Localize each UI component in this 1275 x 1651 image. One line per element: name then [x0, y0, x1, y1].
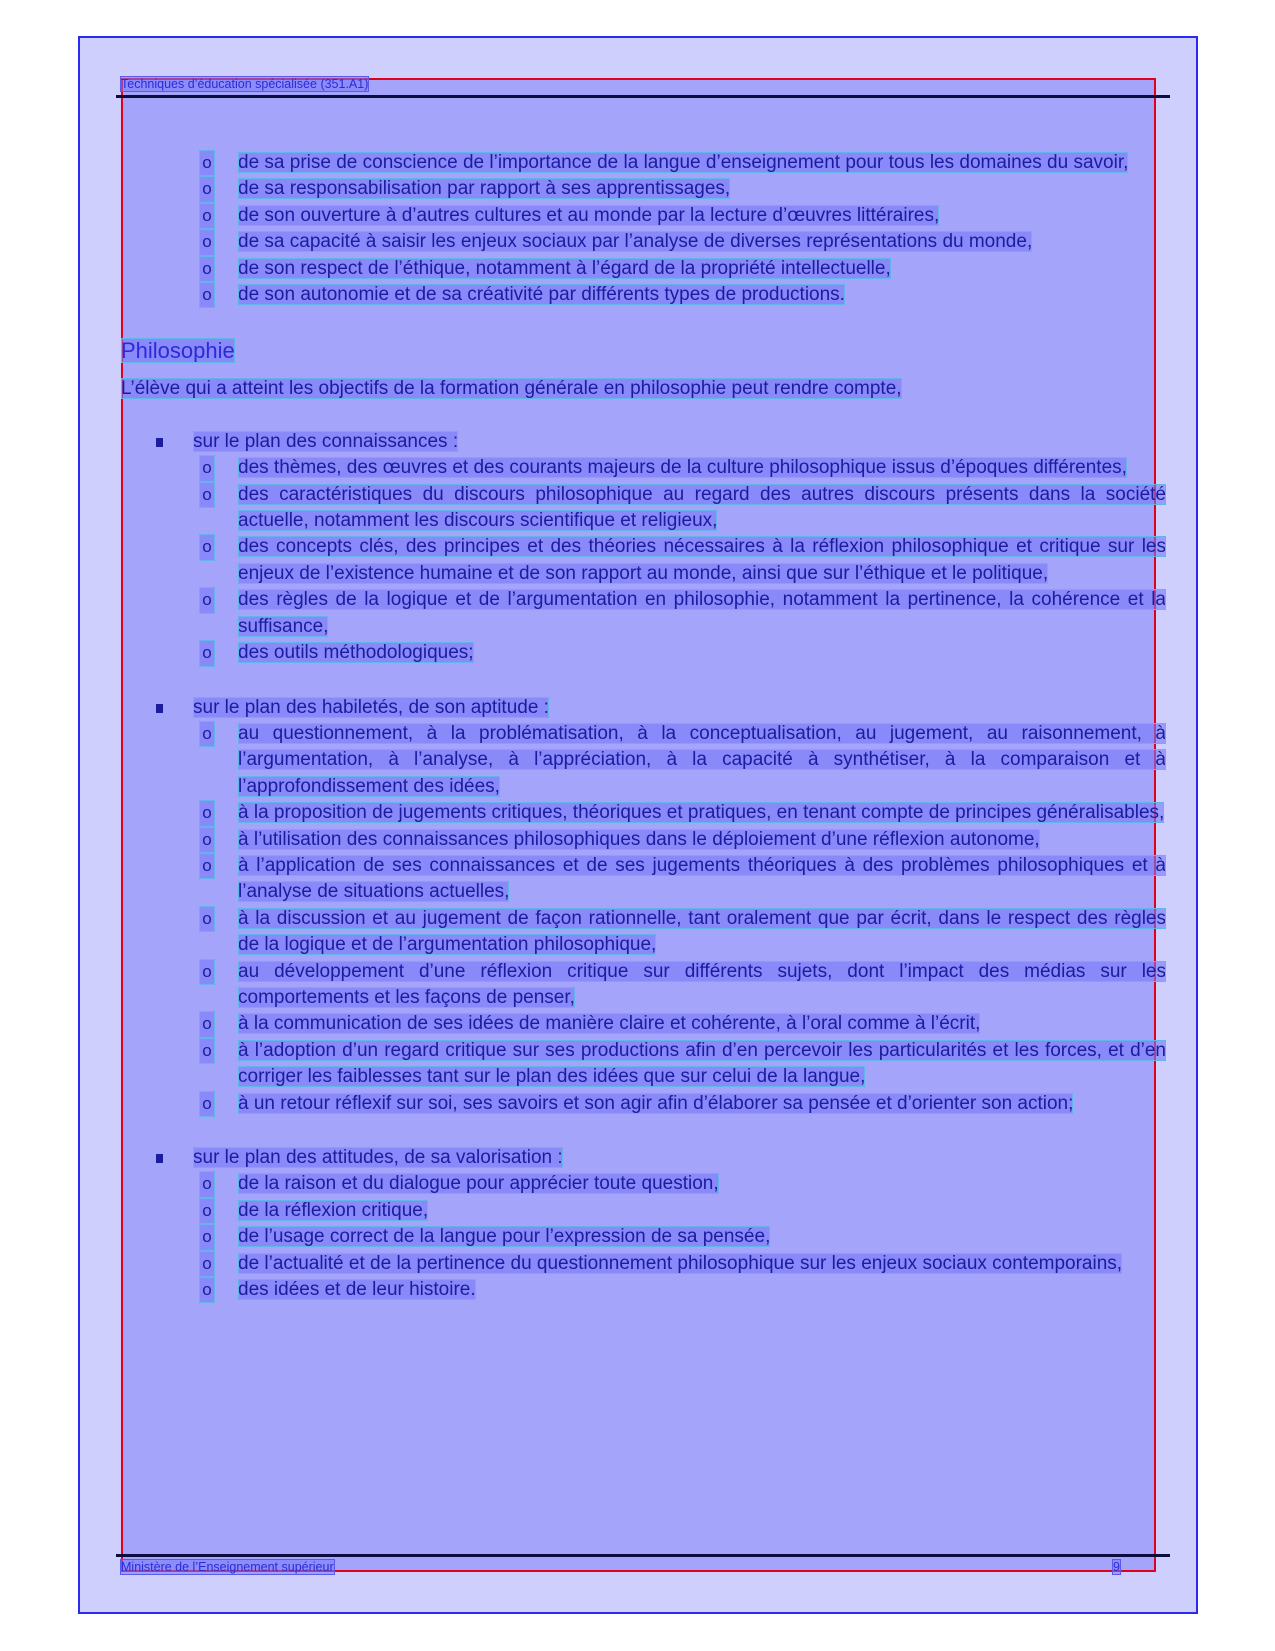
circle-bullet-icon: o: [199, 1198, 215, 1224]
circle-bullet-icon: o: [199, 176, 215, 202]
square-bullet-icon: [156, 704, 163, 713]
circle-bullet-icon: o: [199, 229, 215, 255]
page-number: 9: [1113, 1560, 1120, 1574]
circle-bullet-icon: o: [199, 455, 215, 481]
list-item: o de sa capacité à saisir les enjeux sociaux par l’analyse de diverses représentations du monde,: [121, 229, 1166, 255]
circle-bullet-icon: o: [199, 534, 215, 560]
list-item: o à l’application de ses connaissances et de ses jugements théoriques à des problèmes philosophiques et à l’analyse de situations actuelles,: [121, 853, 1166, 906]
list-item: o à un retour réflexif sur soi, ses savoirs et son agir afin d’élaborer sa pensée et d’orienter son action;: [121, 1091, 1166, 1117]
square-bullet-icon: [156, 1154, 163, 1163]
circle-bullet-icon: o: [199, 640, 215, 666]
footer-rule: [116, 1554, 1170, 1557]
page-footer: Ministère de l’Enseignement supérieur: [121, 1560, 334, 1574]
list-item: o de son ouverture à d’autres cultures et au monde par la lecture d’œuvres littéraires,: [121, 203, 1166, 229]
list-item: o des caractéristiques du discours philosophique au regard des autres discours présents dans la société actuelle, notamment les discours scientifique et religieux,: [121, 482, 1166, 535]
list-item: o des concepts clés, des principes et des théories nécessaires à la réflexion philosophique et critique sur les enjeux de l’existence humaine et de son rapport au monde, ainsi que sur l’éthique et le politique,: [121, 534, 1166, 587]
list-item: o des outils méthodologiques;: [121, 640, 1166, 666]
list-item: o à la discussion et au jugement de façon rationnelle, tant oralement que par écrit, dans le respect des règles de la logique et de l’argumentation philosophique,: [121, 906, 1166, 959]
circle-bullet-icon: o: [199, 1251, 215, 1277]
list-item: o de son autonomie et de sa créativité par différents types de productions.: [121, 282, 1166, 308]
page-header: Techniques d’éducation spécialisée (351.A1): [121, 77, 369, 91]
list-item: o de l’actualité et de la pertinence du questionnement philosophique sur les enjeux sociaux contemporains,: [121, 1251, 1166, 1277]
list-item: o à l’utilisation des connaissances philosophiques dans le déploiement d’une réflexion autonome,: [121, 827, 1166, 853]
list-item: o à la communication de ses idées de manière claire et cohérente, à l’oral comme à l’écrit,: [121, 1011, 1166, 1037]
circle-bullet-icon: o: [199, 150, 215, 176]
circle-bullet-icon: o: [199, 800, 215, 826]
list-item: o de sa responsabilisation par rapport à ses apprentissages,: [121, 176, 1166, 202]
list-item: o de l’usage correct de la langue pour l’expression de sa pensée,: [121, 1224, 1166, 1250]
circle-bullet-icon: o: [199, 721, 215, 747]
group-heading: sur le plan des attitudes, de sa valorisation :: [121, 1145, 1166, 1171]
circle-bullet-icon: o: [199, 906, 215, 932]
circle-bullet-icon: o: [199, 587, 215, 613]
document-body: [121, 150, 1166, 1303]
circle-bullet-icon: o: [199, 282, 215, 308]
list-item: o au développement d’une réflexion critique sur différents sujets, dont l’impact des médias sur les comportements et les façons de penser,: [121, 959, 1166, 1012]
circle-bullet-icon: o: [199, 827, 215, 853]
section-title: Philosophie: [121, 338, 235, 364]
list-item: o des idées et de leur histoire.: [121, 1277, 1166, 1303]
circle-bullet-icon: o: [199, 1091, 215, 1117]
list-item: o des thèmes, des œuvres et des courants majeurs de la culture philosophique issus d’époques différentes,: [121, 455, 1166, 481]
section-intro: L’élève qui a atteint les objectifs de la formation générale en philosophie peut rendre compte,: [121, 378, 902, 400]
list-item: o de son respect de l’éthique, notamment à l’égard de la propriété intellectuelle,: [121, 256, 1166, 282]
circle-bullet-icon: o: [199, 1224, 215, 1250]
group-heading: sur le plan des habiletés, de son aptitude :: [121, 695, 1166, 721]
circle-bullet-icon: o: [199, 1277, 215, 1303]
circle-bullet-icon: o: [199, 853, 215, 879]
square-bullet-icon: [156, 438, 163, 447]
circle-bullet-icon: o: [199, 959, 215, 985]
circle-bullet-icon: o: [199, 1011, 215, 1037]
list-item: o à l’adoption d’un regard critique sur ses productions afin d’en percevoir les particularités et les forces, et d’en corriger les faiblesses tant sur le plan des idées que sur celui de la langue,: [121, 1038, 1166, 1091]
circle-bullet-icon: o: [199, 1171, 215, 1197]
circle-bullet-icon: o: [199, 256, 215, 282]
list-item: o de sa prise de conscience de l’importance de la langue d’enseignement pour tous les domaines du savoir,: [121, 150, 1166, 176]
circle-bullet-icon: o: [199, 1038, 215, 1064]
circle-bullet-icon: o: [199, 203, 215, 229]
list-item: o au questionnement, à la problématisation, à la conceptualisation, au jugement, au raisonnement, à l’argumentation, à l’analyse, à l’appréciation, à la capacité à synthétiser, à la comparaison et à l’approfondissement des idées,: [121, 721, 1166, 800]
list-item: o à la proposition de jugements critiques, théoriques et pratiques, en tenant compte de principes généralisables,: [121, 800, 1166, 826]
list-item: o des règles de la logique et de l’argumentation en philosophie, notamment la pertinence, la cohérence et la suffisance,: [121, 587, 1166, 640]
list-item: o de la raison et du dialogue pour apprécier toute question,: [121, 1171, 1166, 1197]
top-list: [121, 150, 1166, 308]
group-heading: sur le plan des connaissances :: [121, 429, 1166, 455]
list-item: o de la réflexion critique,: [121, 1198, 1166, 1224]
header-rule: [116, 95, 1170, 98]
circle-bullet-icon: o: [199, 482, 215, 508]
